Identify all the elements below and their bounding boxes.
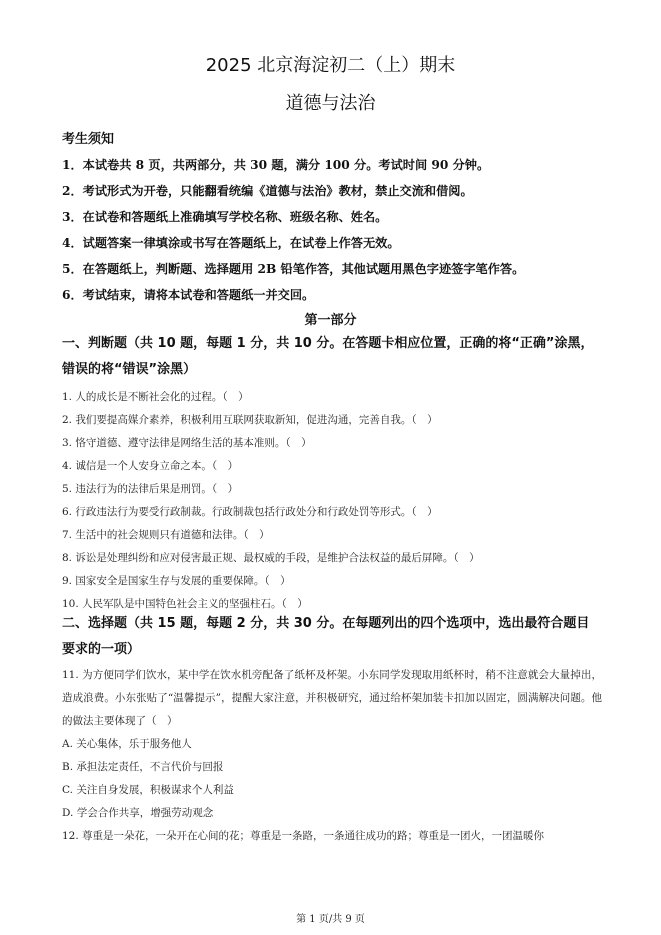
- notice-item: 3．在试卷和答题纸上准确填写学校名称、班级名称、姓名。: [62, 210, 388, 224]
- question-11-stem: 11. 为方便同学们饮水，某中学在饮水机旁配备了纸杯及杯架。小东同学发现取用纸杯时，稍不注意就会大量掉出，造成浪费。小东张贴了“温馨提示”，提醒大家注意，并积极研究，通过给杯架加装卡扣加以固定，圆满解决问题。他的做法主要体现了（ ）: [62, 669, 602, 727]
- question-11-option-a: A. 关心集体，乐于服务他人: [62, 738, 192, 750]
- judge-item: 1. 人的成长是不断社会化的过程。（ ）: [62, 391, 249, 403]
- judge-item: 5. 违法行为的法律后果是刑罚。（ ）: [62, 483, 239, 495]
- question-11-option-b: B. 承担法定责任，不言代价与回报: [62, 761, 224, 773]
- judge-item: 2. 我们要提高媒介素养，积极利用互联网获取新知，促进沟通，完善自我。（ ）: [62, 414, 438, 426]
- notice-item: 5．在答题纸上，判断题、选择题用 2B 铅笔作答，其他试题用黑色字迹签字笔作答。: [62, 262, 525, 276]
- judge-item: 9. 国家安全是国家生存与发展的重要保障。（ ）: [62, 575, 291, 587]
- judge-item: 8. 诉讼是处理纠纷和应对侵害最正规、最权威的手段，是维护合法权益的最后屏障。（ ）: [62, 552, 480, 564]
- notice-item: 6．考试结束，请将本试卷和答题纸一并交回。: [62, 288, 315, 302]
- notice-item: 4．试题答案一律填涂或书写在答题纸上，在试卷上作答无效。: [62, 236, 400, 250]
- question-11-option-d: D. 学会合作共享，增强劳动观念: [62, 807, 214, 819]
- page-number: 第 1 页/共 9 页: [296, 914, 365, 925]
- judge-item: 10. 人民军队是中国特色社会主义的坚强柱石。（ ）: [62, 598, 308, 610]
- question-11-option-c: C. 关注自身发展，积极谋求个人利益: [62, 784, 234, 796]
- choice-section-heading: 二、选择题（共 15 题，每题 2 分，共 30 分。在每题列出的四个选项中，选出最符合题目要求的一项）: [62, 616, 590, 657]
- judge-item: 3. 恪守道德、遵守法律是网络生活的基本准则。（ ）: [62, 437, 312, 449]
- exam-subject: 道德与法治: [285, 93, 376, 114]
- notice-item: 2．考试形式为开卷，只能翻看统编《道德与法治》教材，禁止交流和借阅。: [62, 184, 473, 198]
- notice-item: 1．本试卷共 8 页，共两部分，共 30 题，满分 100 分。考试时间 90 分钟。: [62, 158, 490, 172]
- question-12-stem: 12. 尊重是一朵花，一朵开在心间的花；尊重是一条路，一条通往成功的路；尊重是一团火，一团温暖你: [62, 830, 545, 842]
- judge-section-heading: 一、判断题（共 10 题，每题 1 分，共 10 分。在答题卡相应位置，正确的将“正确”涂黑，错误的将“错误”涂黑）: [62, 336, 594, 377]
- judge-item: 4. 诚信是一个人安身立命之本。（ ）: [62, 460, 239, 472]
- part-heading: 第一部分: [304, 313, 357, 328]
- exam-title: 2025 北京海淀初二（上）期末: [205, 55, 456, 76]
- judge-item: 6. 行政违法行为要受行政制裁。行政制裁包括行政处分和行政处罚等形式。（ ）: [62, 506, 438, 518]
- judge-item: 7. 生活中的社会规则只有道德和法律。（ ）: [62, 529, 270, 541]
- notice-heading: 考生须知: [62, 132, 115, 147]
